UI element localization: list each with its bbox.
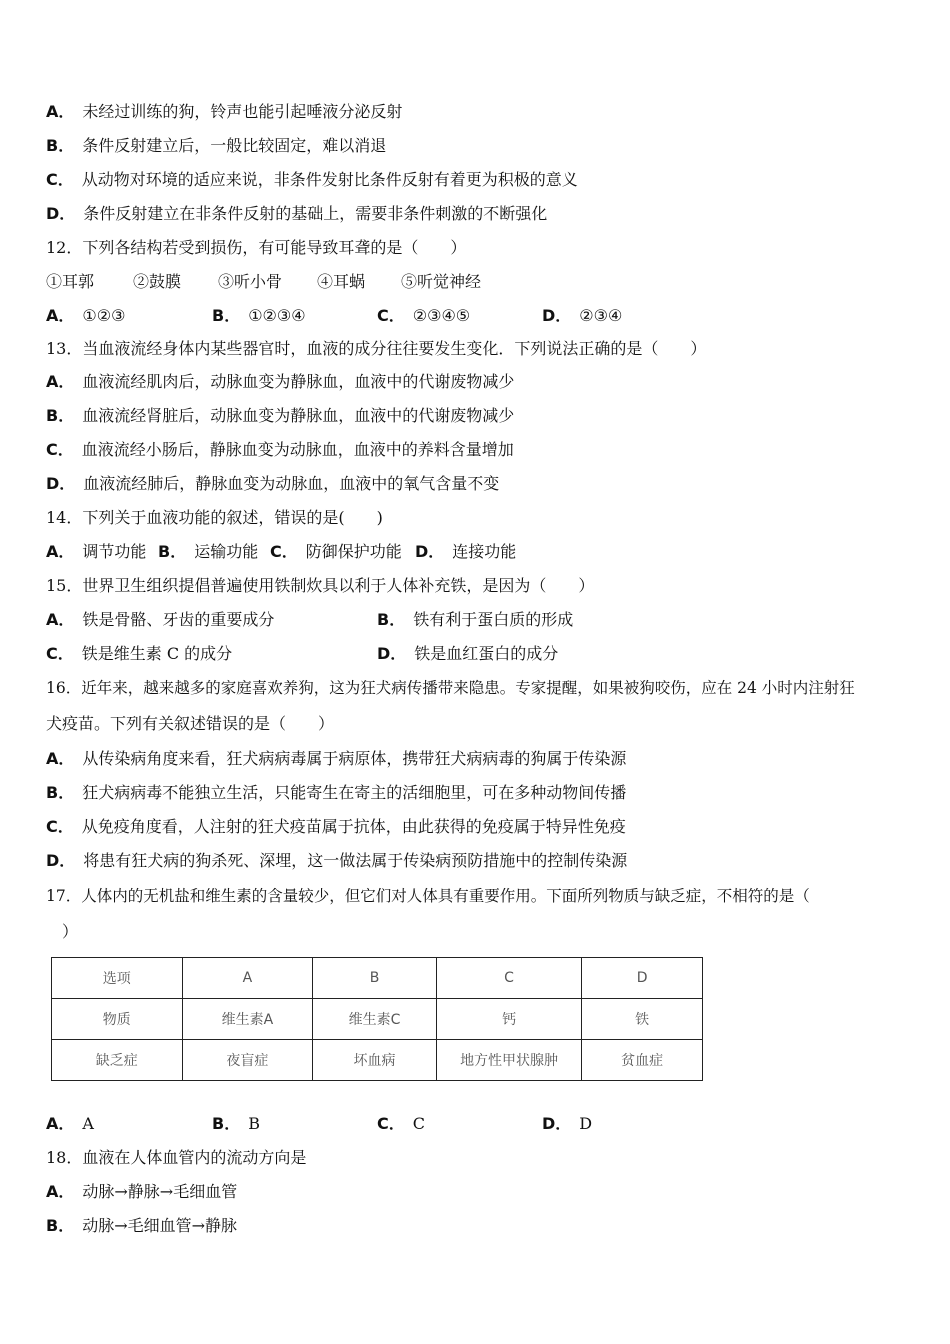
- option-text: ②③④: [579, 306, 623, 325]
- table-cell: 缺乏症: [52, 1040, 183, 1081]
- table-cell: 夜盲症: [182, 1040, 313, 1081]
- option-label: C．: [46, 170, 74, 189]
- option-text: 血液流经小肠后，静脉血变为动脉血，血液中的养料含量增加: [81, 440, 514, 459]
- table-cell: 物质: [52, 999, 183, 1040]
- option-text: 从动物对环境的适应来说，非条件发射比条件反射有着更为积极的意义: [81, 170, 578, 189]
- q16-option-d: [46, 850, 627, 872]
- q15-option-a: [46, 609, 274, 631]
- q11-option-b: [46, 135, 386, 157]
- option-text: 从传染病角度来看，狂犬病病毒属于病原体，携带狂犬病病毒的狗属于传染源: [82, 749, 627, 768]
- q11-option-c: [46, 169, 578, 191]
- table-row: [52, 1040, 703, 1081]
- table-cell: 选项: [52, 958, 183, 999]
- q11-option-a: [46, 101, 402, 123]
- q12-item-5: ⑤听觉神经: [401, 272, 482, 291]
- q13-option-d: [46, 473, 499, 495]
- option-label: A．: [46, 372, 75, 391]
- option-text: 从免疫角度看，人注射的狂犬疫苗属于抗体，由此获得的免疫属于特异性免疫: [81, 817, 626, 836]
- option-text: 条件反射建立后，一般比较固定，难以消退: [82, 136, 387, 155]
- table-cell: 铁: [582, 999, 703, 1040]
- option-label: D．: [46, 204, 76, 223]
- q15-option-d: [377, 643, 558, 665]
- option-text: 铁有利于蛋白质的形成: [413, 610, 574, 629]
- q15-option-c: [46, 643, 232, 665]
- option-label: C．: [46, 644, 74, 663]
- q18-stem: 18．血液在人体血管内的流动方向是: [46, 1148, 307, 1167]
- option-label: D．: [542, 1114, 572, 1133]
- q16-stem-line1: 16．近年来，越来越多的家庭喜欢养狗，这为狂犬病传播带来隐患。专家提醒，如果被狗咬伤，应在 24 小时内注射狂: [46, 679, 855, 697]
- option-label: A．: [46, 1182, 75, 1201]
- table-cell: B: [313, 958, 437, 999]
- q15-stem: 15．世界卫生组织提倡普遍使用铁制炊具以利于人体补充铁，是因为（ ）: [46, 576, 595, 595]
- option-label: C．: [46, 817, 74, 836]
- option-text: 动脉→静脉→毛细血管: [82, 1182, 238, 1201]
- option-text: B: [248, 1114, 260, 1133]
- option-text: 条件反射建立在非条件反射的基础上，需要非条件刺激的不断强化: [83, 204, 548, 223]
- option-label: B．: [46, 783, 75, 802]
- q14-option-d: [415, 541, 516, 563]
- option-text: 血液流经肌肉后，动脉血变为静脉血，血液中的代谢废物减少: [82, 372, 515, 391]
- table-cell: D: [582, 958, 703, 999]
- table-cell: 坏血病: [313, 1040, 437, 1081]
- option-label: C．: [377, 306, 405, 325]
- table-cell: 贫血症: [582, 1040, 703, 1081]
- q12-stem: 12．下列各结构若受到损伤，有可能导致耳聋的是（ ）: [46, 238, 467, 257]
- option-label: D．: [377, 644, 407, 663]
- q16-stem-line2: 犬疫苗。下列有关叙述错误的是（ ）: [46, 714, 335, 733]
- option-label: B．: [377, 610, 406, 629]
- q16-option-c: [46, 816, 626, 838]
- q12-option-a: [46, 305, 125, 327]
- option-label: A．: [46, 102, 75, 121]
- option-label: A．: [46, 542, 75, 561]
- option-label: D．: [542, 306, 572, 325]
- option-text: ①②③④: [248, 306, 306, 325]
- q17-option-d: [542, 1113, 592, 1135]
- option-text: 铁是血红蛋白的成分: [414, 644, 559, 663]
- table-cell: 维生素C: [313, 999, 437, 1040]
- option-text: 运输功能: [194, 542, 259, 561]
- option-label: B．: [212, 1114, 241, 1133]
- q13-option-b: [46, 405, 514, 427]
- option-text: 狂犬病病毒不能独立生活，只能寄生在寄主的活细胞里，可在多种动物间传播: [82, 783, 627, 802]
- table-row: [52, 958, 703, 999]
- option-text: C: [412, 1114, 425, 1133]
- option-label: B．: [158, 542, 187, 561]
- option-text: ②③④⑤: [412, 306, 471, 325]
- option-text: ①②③: [82, 306, 126, 325]
- table-cell: 地方性甲状腺肿: [436, 1040, 582, 1081]
- q14-option-b: [158, 541, 258, 563]
- option-label: B．: [46, 1216, 75, 1235]
- option-label: A．: [46, 749, 75, 768]
- option-text: 调节功能: [82, 542, 147, 561]
- q17-table: [51, 957, 703, 1081]
- q12-item-2: ②鼓膜: [133, 272, 182, 291]
- option-text: 连接功能: [452, 542, 517, 561]
- q12-item-1: ①耳郭: [46, 272, 95, 291]
- q14-stem: 14．下列关于血液功能的叙述，错误的是( ): [46, 508, 383, 527]
- q18-option-a: [46, 1181, 237, 1203]
- q17-option-b: [212, 1113, 260, 1135]
- q18-option-b: [46, 1215, 237, 1237]
- option-text: A: [82, 1114, 94, 1133]
- table-row: [52, 999, 703, 1040]
- option-text: 防御保护功能: [305, 542, 402, 561]
- q11-option-d: [46, 203, 547, 225]
- option-label: A．: [46, 1114, 75, 1133]
- q12-option-c: [377, 305, 470, 327]
- option-text: 动脉→毛细血管→静脉: [82, 1216, 238, 1235]
- table-cell: 维生素A: [182, 999, 313, 1040]
- option-label: A．: [46, 610, 75, 629]
- table-cell: A: [182, 958, 313, 999]
- option-text: 将患有狂犬病的狗杀死、深埋，这一做法属于传染病预防措施中的控制传染源: [83, 851, 628, 870]
- table-cell: 钙: [436, 999, 582, 1040]
- q14-option-a: [46, 541, 146, 563]
- q14-option-c: [270, 541, 402, 563]
- q12-item-3: ③听小骨: [218, 272, 283, 291]
- option-label: D．: [46, 851, 76, 870]
- option-label: A．: [46, 306, 75, 325]
- option-label: B．: [212, 306, 241, 325]
- q16-option-b: [46, 782, 626, 804]
- q13-option-c: [46, 439, 514, 461]
- table-cell: C: [436, 958, 582, 999]
- option-label: C．: [46, 440, 74, 459]
- option-label: B．: [46, 136, 75, 155]
- option-label: C．: [270, 542, 298, 561]
- q16-option-a: [46, 748, 626, 770]
- option-text: 血液流经肾脏后，动脉血变为静脉血，血液中的代谢废物减少: [82, 406, 515, 425]
- q12-option-b: [212, 305, 306, 327]
- option-text: 铁是维生素 C 的成分: [81, 644, 233, 663]
- option-label: D．: [46, 474, 76, 493]
- option-text: 血液流经肺后，静脉血变为动脉血，血液中的氧气含量不变: [83, 474, 500, 493]
- option-label: C．: [377, 1114, 405, 1133]
- q13-option-a: [46, 371, 514, 393]
- q12-option-d: [542, 305, 622, 327]
- option-text: D: [579, 1114, 593, 1133]
- q17-option-a: [46, 1113, 94, 1135]
- q15-option-b: [377, 609, 573, 631]
- option-label: B．: [46, 406, 75, 425]
- option-text: 未经过训练的狗，铃声也能引起唾液分泌反射: [82, 102, 403, 121]
- option-text: 铁是骨骼、牙齿的重要成分: [82, 610, 275, 629]
- q17-stem-line1: 17．人体内的无机盐和维生素的含量较少，但它们对人体具有重要作用。下面所列物质与缺乏症，不相符的是（: [46, 887, 810, 905]
- q17-stem-line2: ）: [62, 922, 79, 941]
- q13-stem: 13．当血液流经身体内某些器官时，血液的成分往往要发生变化．下列说法正确的是（ ）: [46, 339, 707, 358]
- q12-item-4: ④耳蜗: [317, 272, 366, 291]
- q17-option-c: [377, 1113, 425, 1135]
- option-label: D．: [415, 542, 445, 561]
